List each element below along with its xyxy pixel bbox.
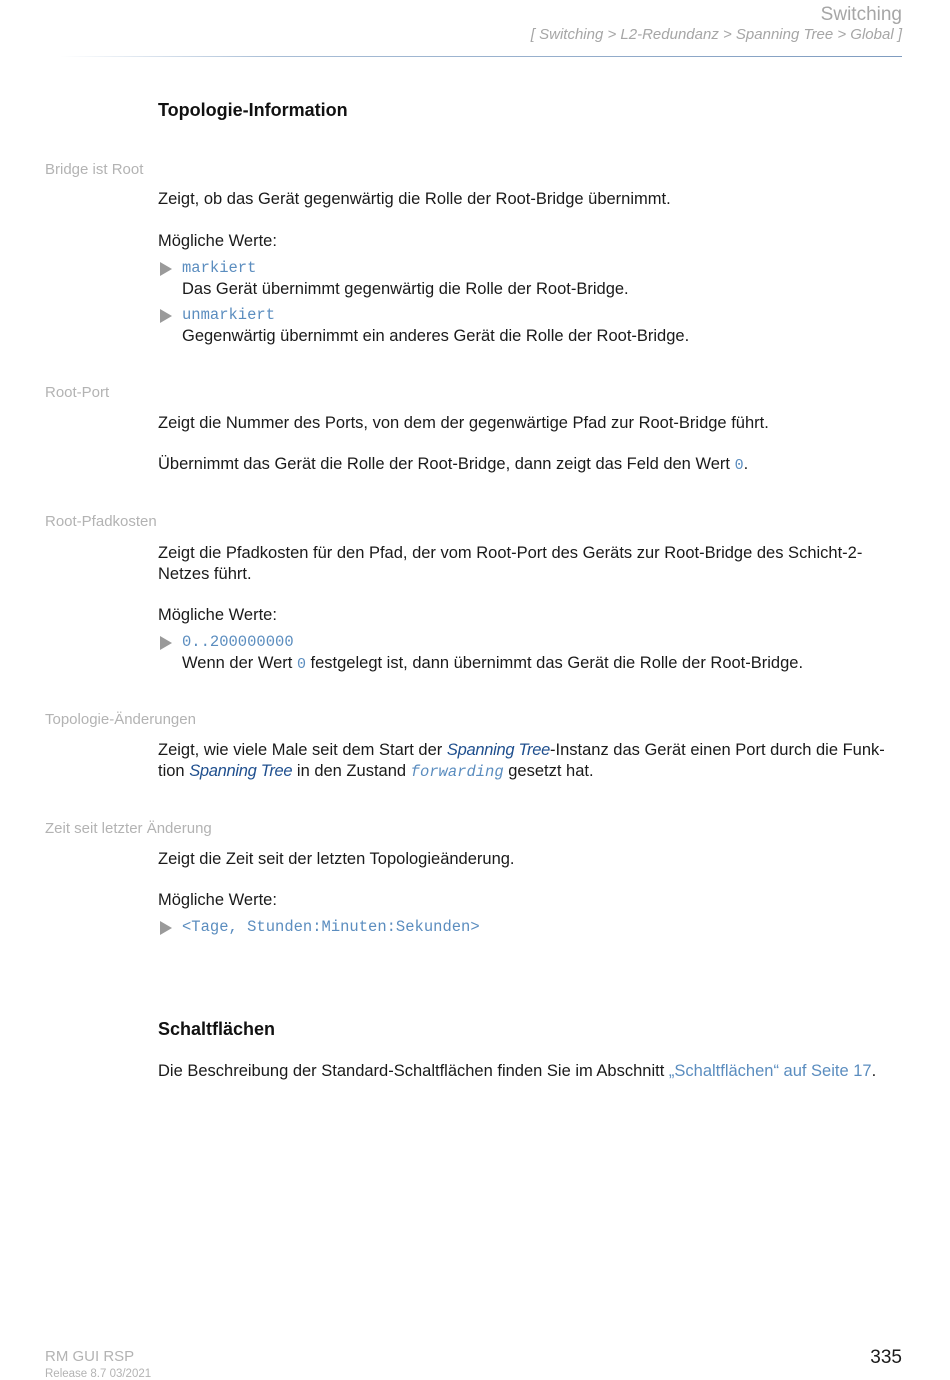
buttons-description <box>158 1061 904 1082</box>
buttons-text: Die Beschreibung der Standard-Schaltflächen finden Sie im Abschnitt <box>158 1062 669 1080</box>
page-header-title: Switching <box>820 4 902 25</box>
field-description: Zeigt die Pfadkosten für den Pfad, der vom Root-Port des Geräts zur Root-Bridge des Schicht-2-Netzes führt. <box>158 544 863 583</box>
note-text-end: . <box>743 455 749 473</box>
value-desc-text: Wenn der Wert <box>182 654 297 672</box>
footer-document-name: RM GUI RSP <box>45 1348 135 1365</box>
page-number: 335 <box>870 1347 902 1368</box>
value-code: <Tage, Stunden:Minuten:Sekunden> <box>182 918 480 936</box>
header-divider <box>60 56 902 57</box>
section-heading-buttons: Schaltflächen <box>158 1019 276 1039</box>
desc-text: gesetzt hat. <box>503 762 594 780</box>
field-description: Zeigt die Zeit seit der letzten Topologieänderung. <box>158 850 515 868</box>
field-label-time-since-change: Zeit seit letzter Änderung <box>45 820 212 837</box>
value-description <box>182 653 904 675</box>
value-description: Das Gerät übernimmt gegenwärtig die Rolle der Root-Bridge. <box>182 280 629 298</box>
value-desc-text-end: festgelegt ist, dann übernimmt das Gerät die Rolle der Root-Bridge. <box>305 654 804 672</box>
value-code: unmarkiert <box>182 306 276 324</box>
field-description: Zeigt die Nummer des Ports, von dem der gegenwärtige Pfad zur Root-Bridge führt. <box>158 414 769 432</box>
value-code: 0..200000000 <box>182 633 294 651</box>
buttons-text-end: . <box>871 1062 877 1080</box>
note-text: Übernimmt das Gerät die Rolle der Root-Bridge, dann zeigt das Feld den Wert <box>158 455 735 473</box>
triangle-bullet-icon <box>160 262 172 276</box>
field-label-topology-changes: Topologie-Änderungen <box>45 711 196 728</box>
breadcrumb: [ Switching > L2-Redundanz > Spanning Tree > Global ] <box>530 26 902 43</box>
values-intro: Mögliche Werte: <box>158 606 277 624</box>
values-intro: Mögliche Werte: <box>158 891 277 909</box>
cross-reference-link[interactable]: „Schaltflächen“ auf Seite 17 <box>668 1062 872 1080</box>
value-desc-code: 0 <box>296 656 306 673</box>
footer-release: Release 8.7 03/2021 <box>45 1368 152 1380</box>
desc-text: in den Zustand <box>292 762 411 780</box>
value-code: markiert <box>182 259 257 277</box>
field-label-root-port: Root-Port <box>45 384 110 401</box>
triangle-bullet-icon <box>160 636 172 650</box>
ui-term-spanning-tree: Spanning Tree <box>446 741 550 759</box>
triangle-bullet-icon <box>160 921 172 935</box>
ui-term-spanning-tree: Spanning Tree <box>189 762 293 780</box>
desc-text: -Instanz das Gerät einen Port durch die Funk-tion <box>158 741 885 780</box>
field-description <box>158 740 904 783</box>
value-description: Gegenwärtig übernimmt ein anderes Gerät die Rolle der Root-Bridge. <box>182 327 690 345</box>
state-code-forwarding: forwarding <box>410 763 504 781</box>
field-description: Zeigt, ob das Gerät gegenwärtig die Rolle der Root-Bridge übernimmt. <box>158 190 671 208</box>
desc-text: Zeigt, wie viele Male seit dem Start der <box>158 741 447 759</box>
field-note <box>158 454 904 476</box>
section-heading-topology: Topologie-Information <box>158 100 348 120</box>
field-label-bridge-is-root: Bridge ist Root <box>45 161 144 178</box>
field-label-root-path-cost: Root-Pfadkosten <box>45 513 157 530</box>
note-code: 0 <box>734 457 744 474</box>
values-intro: Mögliche Werte: <box>158 232 277 250</box>
triangle-bullet-icon <box>160 309 172 323</box>
